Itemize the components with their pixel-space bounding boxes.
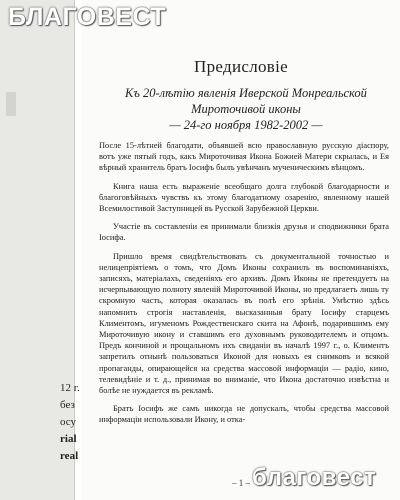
left-page-edge (0, 0, 80, 500)
left-page-line: real (60, 450, 79, 462)
left-page-line: rial (60, 433, 77, 445)
page-number: – 1 – (232, 478, 250, 488)
epigraph-line: — 24-го ноября 1982-2002 — (169, 118, 323, 132)
left-page-line: 12 г. (60, 382, 80, 394)
watermark-logo: благовест (252, 464, 377, 491)
epigraph (102, 85, 390, 133)
paragraph: Книга наша есть выраженіе всеобщаго долга глубокой благодарности и благоговѣйныхъ чувствъ къ этому благодатному озаренію, явленному нашей Всемилостивой Заступницей въ Русской Зарубежной Церкви. (99, 181, 389, 214)
page-edge-mark (6, 92, 16, 116)
paragraph: Участіе въ составленіи ея принимали близкія друзья и сподвижники брата Іосифа. (99, 222, 389, 243)
paragraph: Пришло время свидѣтельствовать съ документальной точностью и нелицепріятіемъ о томъ, что Домъ Иконы сохранилъ въ воспоминаніяхъ, записяхъ, матеріалахъ, сведеніяхъ его архивъ. Домъ Иконы не претендуетъ на исчерпывающую полноту явленій Мироточивой Иконы, но предлагаетъ лишь ту скромную часть, которая оказалась въ полѣ его зрѣнія. Умѣстно здѣсь напомнить строгія наставленія, высказанныя брату Іосифу старцемъ Климентомъ, игуменомъ Рождественскаго скита на Афонѣ, подарившимъ ему Мироточивую икону и ставшимъ его духовнымъ руководителемъ и отцомъ. Предъ кончиной и прощальномъ ихъ свиданіи въ началѣ 1997 г., о. Климентъ запретилъ отнынѣ пользоваться Иконой для новыхъ ея снимковъ и всякой пропаганды, опирающейся на средства массовой информаціи — радіо, кино, телевидѣніе и т. д., принимая во вниманіе, что Икона достаточно извѣстна и болѣе не нуждается въ рекламѣ. (99, 251, 389, 396)
paragraph: Братъ Іосифъ же самъ никогда не допускалъ, чтобы средства массовой информаціи использовали Икону, и отка- (99, 404, 389, 425)
watermark-logo: БЛАГОВЕСТ (8, 3, 167, 31)
epigraph-line: Мироточивой иконы (191, 102, 301, 116)
book-page (82, 0, 400, 500)
left-page-text (60, 380, 80, 465)
page-title: Предисловіе (194, 57, 288, 76)
epigraph-line: Къ 20-лѣтію явленія Иверской Монреальской (125, 86, 367, 100)
left-page-line: осу (60, 416, 77, 428)
left-page-line: без (60, 399, 75, 411)
paragraph: После 15-лѣтней благодати, объявшей всю православную русскую діаспору, вотъ уже пятый годъ, какъ Мироточивая Икона Божией Матери скрылась, и Ея вѣрный хранитель братъ Іосифъ былъ увѣнчанъ мученическимъ вѣнцомъ. (99, 141, 389, 173)
body-text (99, 140, 389, 433)
